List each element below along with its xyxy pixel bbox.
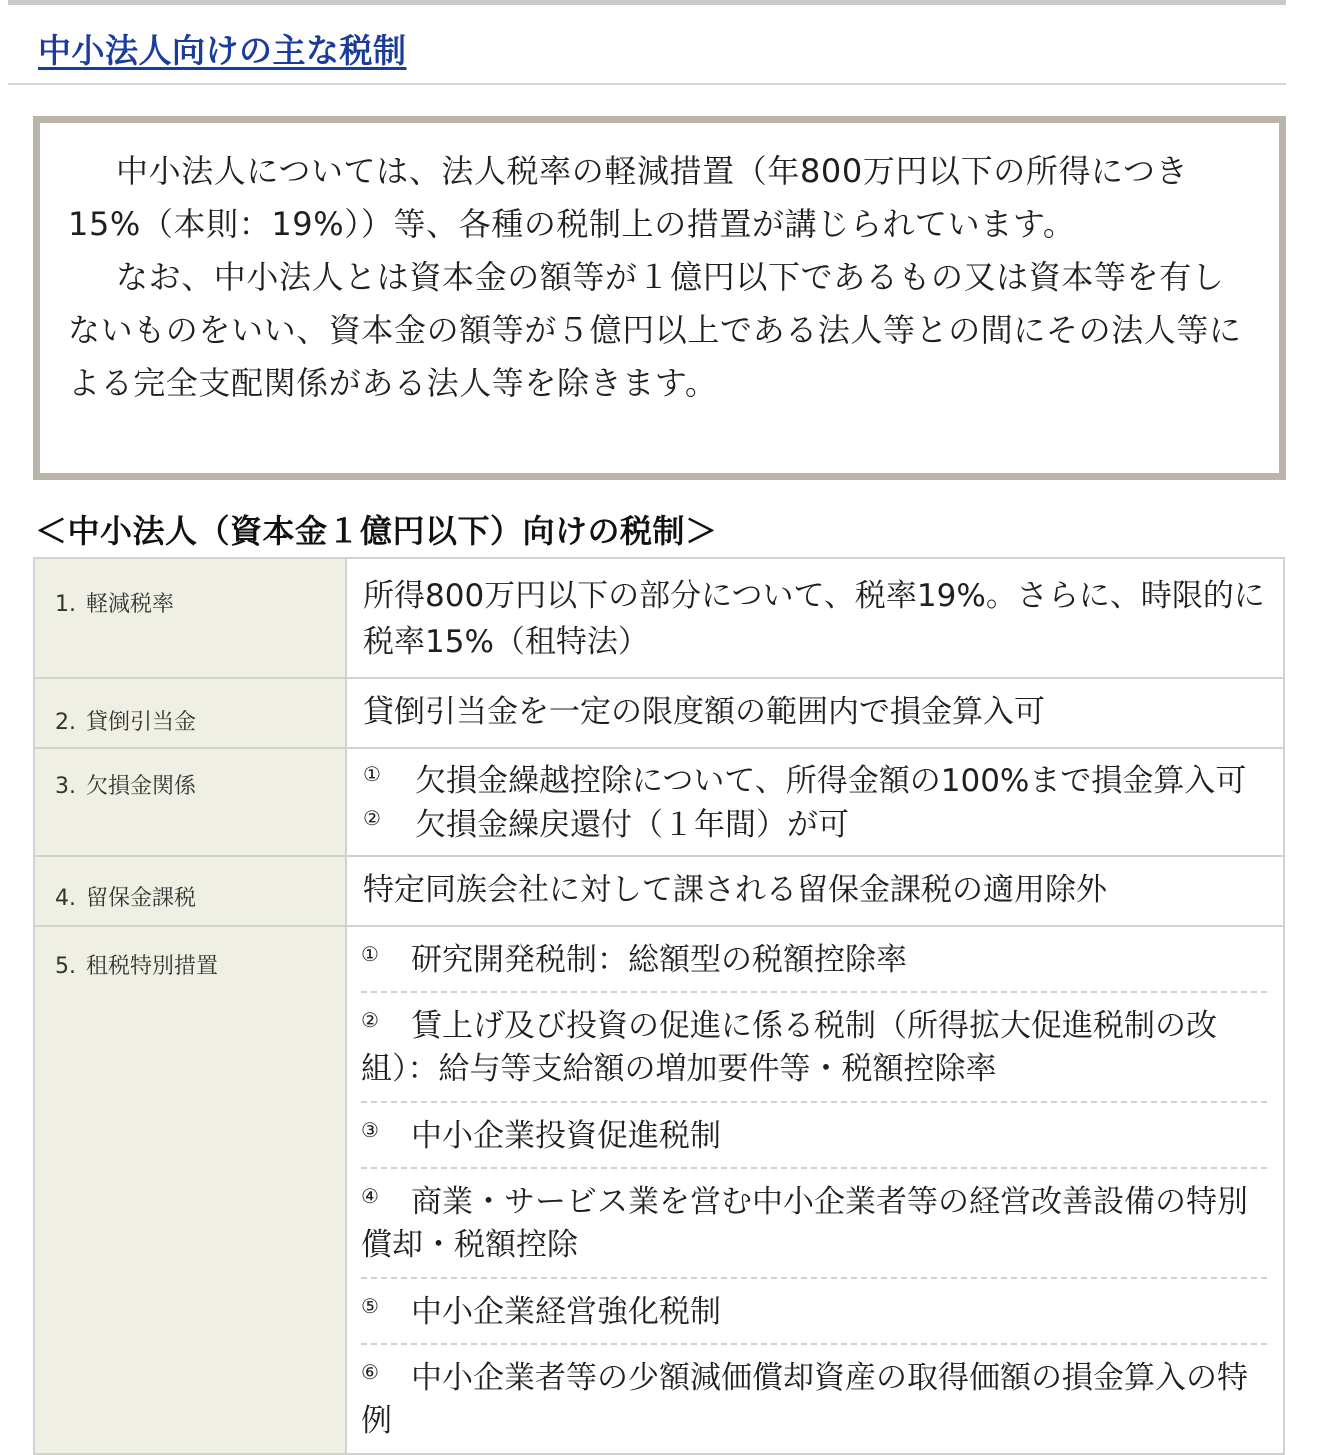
list-item bbox=[361, 1345, 1267, 1453]
row-label-cell bbox=[34, 856, 346, 926]
intro-paragraph-2: なお、中小法人とは資本金の額等が１億円以下であるもの又は資本等を有しないものをいい、資本金の額等が５億円以上である法人等との間にその法人等による完全支配関係がある法人等を除きます。 bbox=[68, 258, 1242, 402]
row-content: 所得800万円以下の部分について、税率19%。さらに、時限的に税率15%（租特法） bbox=[363, 578, 1265, 660]
item-text: 中小企業経営強化税制 bbox=[411, 1294, 721, 1330]
row-label: 軽減税率 bbox=[86, 592, 175, 617]
intro-paragraph-1: 中小法人については、法人税率の軽減措置（年800万円以下の所得につき15%（本則：19%））等、各種の税制上の措置が講じられています。 bbox=[68, 152, 1189, 243]
item-text: 商業・サービス業を営む中小企業者等の経営改善設備の特別償却・税額控除 bbox=[361, 1184, 1248, 1263]
section-heading: ＜中小法人（資本金１億円以下）向けの税制＞ bbox=[35, 512, 718, 550]
page-header bbox=[8, 5, 1286, 85]
row-label-cell bbox=[34, 926, 346, 1454]
item-text: 欠損金繰戻還付（１年間）が可 bbox=[415, 807, 849, 843]
table-row bbox=[34, 678, 1284, 748]
item-text: 中小企業者等の少額減価償却資産の取得価額の損金算入の特例 bbox=[361, 1360, 1248, 1439]
row-label: 留保金課税 bbox=[86, 886, 197, 911]
item-text: 欠損金繰越控除について、所得金額の100%まで損金算入可 bbox=[415, 763, 1247, 799]
item-marker: ① bbox=[363, 762, 381, 786]
row-content-cell bbox=[346, 926, 1284, 1454]
list-item bbox=[361, 1103, 1267, 1169]
list-item bbox=[361, 927, 1267, 993]
row-content: 貸倒引当金を一定の限度額の範囲内で損金算入可 bbox=[363, 694, 1045, 730]
item-text: 研究開発税制：総額型の税額控除率 bbox=[411, 942, 907, 978]
page-title[interactable]: 中小法人向けの主な税制 bbox=[38, 31, 407, 70]
item-text: 賃上げ及び投資の促進に係る税制（所得拡大促進税制の改組）：給与等支給額の増加要件等・税額控除率 bbox=[361, 1008, 1217, 1087]
item-marker: ② bbox=[361, 1008, 379, 1032]
item-marker: ② bbox=[363, 806, 381, 830]
row-label-cell bbox=[34, 558, 346, 678]
item-marker: ⑤ bbox=[361, 1294, 379, 1318]
list-item bbox=[363, 759, 1267, 803]
row-content-cell bbox=[346, 678, 1284, 748]
row-number: 3. bbox=[55, 774, 76, 799]
row-label: 欠損金関係 bbox=[86, 774, 197, 799]
row-number: 4. bbox=[55, 886, 76, 911]
row-label-cell bbox=[34, 678, 346, 748]
table-row bbox=[34, 926, 1284, 1454]
row-content-cell bbox=[346, 748, 1284, 856]
row-label-cell bbox=[34, 748, 346, 856]
table-row bbox=[34, 748, 1284, 856]
tax-measures-table bbox=[33, 557, 1285, 1455]
row-number: 1. bbox=[55, 592, 76, 617]
row-number: 2. bbox=[55, 710, 76, 735]
list-item bbox=[363, 803, 1267, 847]
row-content: 特定同族会社に対して課される留保金課税の適用除外 bbox=[363, 872, 1107, 908]
item-marker: ① bbox=[361, 942, 379, 966]
row-label: 租税特別措置 bbox=[86, 954, 219, 979]
table-row bbox=[34, 558, 1284, 678]
list-item bbox=[361, 1169, 1267, 1279]
row-content-cell bbox=[346, 558, 1284, 678]
intro-box bbox=[33, 116, 1286, 480]
item-marker: ⑥ bbox=[361, 1360, 379, 1384]
row-content-cell bbox=[346, 856, 1284, 926]
item-text: 中小企業投資促進税制 bbox=[411, 1118, 721, 1154]
item-marker: ③ bbox=[361, 1118, 379, 1142]
row-label: 貸倒引当金 bbox=[86, 710, 197, 735]
list-item bbox=[361, 993, 1267, 1103]
item-marker: ④ bbox=[361, 1184, 379, 1208]
table-row bbox=[34, 856, 1284, 926]
row-number: 5. bbox=[55, 954, 76, 979]
list-item bbox=[361, 1279, 1267, 1345]
